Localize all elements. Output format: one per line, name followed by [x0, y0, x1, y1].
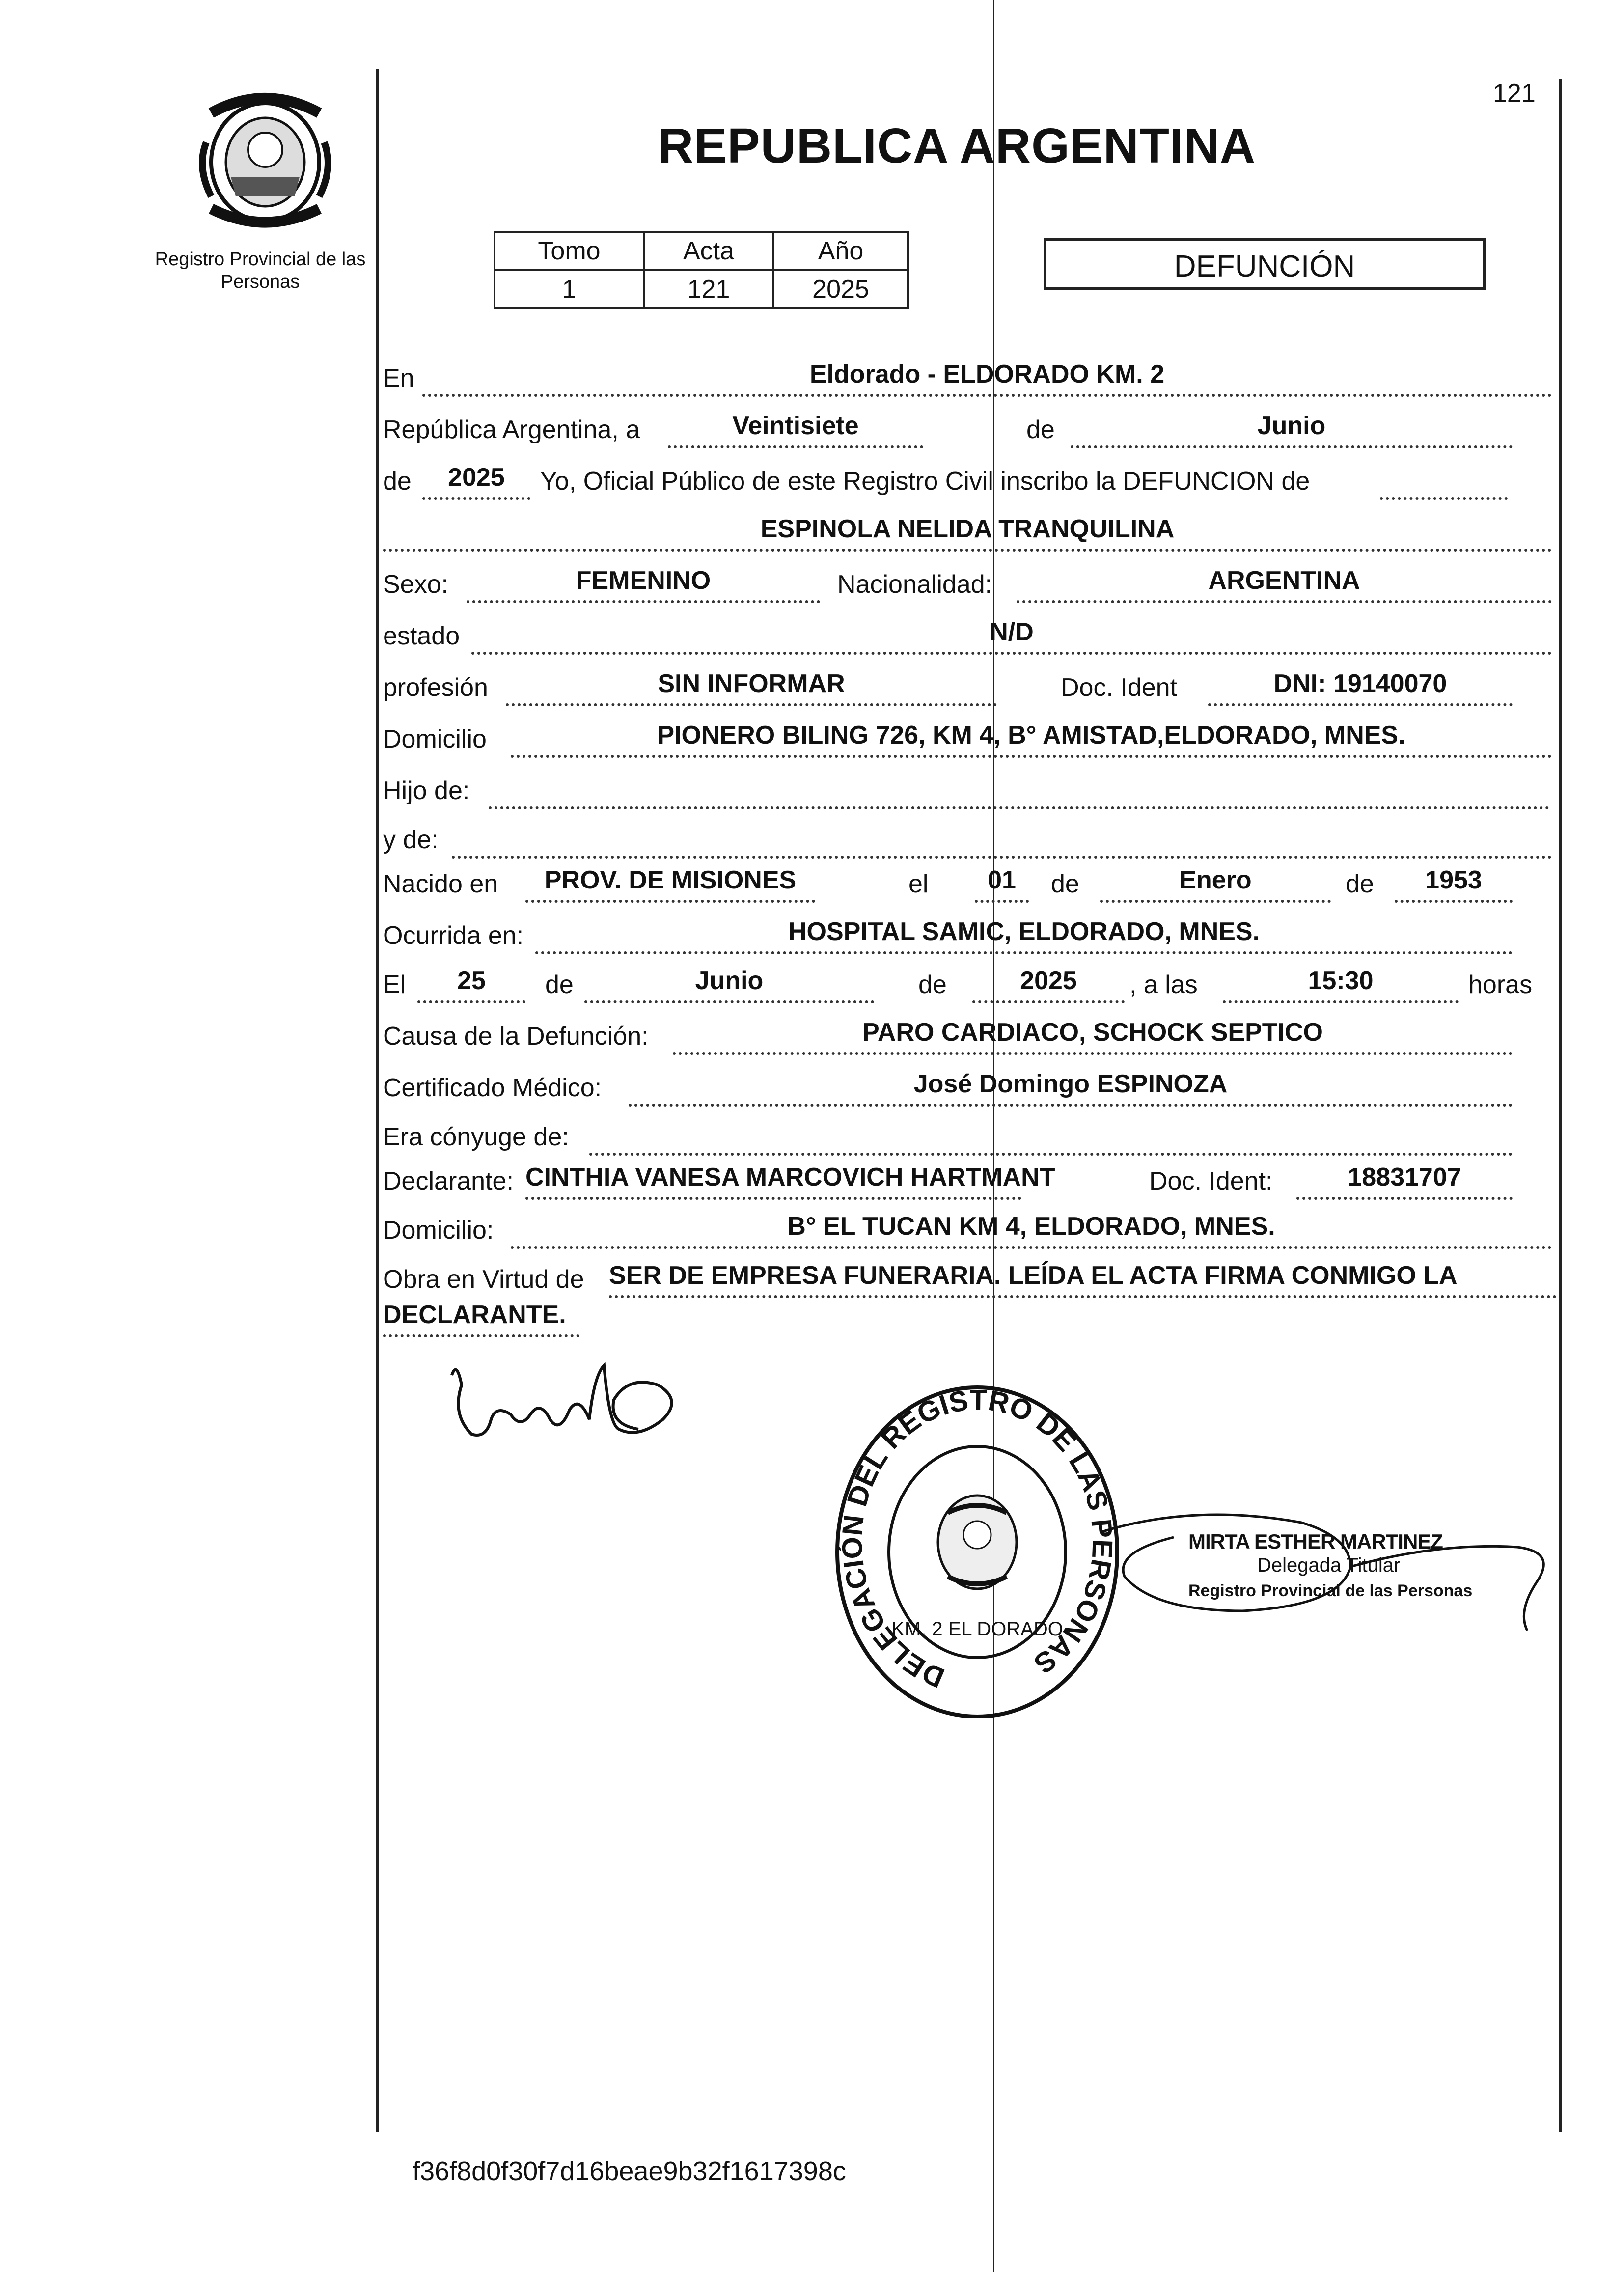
death-day-field: 25 [417, 966, 525, 1003]
inscribo-blank [1380, 463, 1508, 500]
ocurrida-label: Ocurrida en: [383, 921, 524, 950]
nacionalidad-label: Nacionalidad: [837, 570, 992, 599]
row-profesion [383, 669, 1562, 712]
profesion-label: profesión [383, 673, 488, 702]
sexo-label: Sexo: [383, 570, 448, 599]
conyuge-field [589, 1118, 1513, 1156]
name-field: ESPINOLA NELIDA TRANQUILINA [383, 514, 1552, 552]
yde-field [452, 821, 1552, 859]
death-year-field: 2025 [972, 966, 1125, 1003]
domicilio2-label: Domicilio: [383, 1216, 494, 1245]
row-sexo [383, 566, 1562, 609]
conyuge-label: Era cónyuge de: [383, 1123, 569, 1151]
obra-label: Obra en Virtud de [383, 1265, 584, 1294]
official-stamp [830, 1380, 1125, 1724]
row-declarante [383, 1163, 1562, 1206]
domicilio-field: PIONERO BILING 726, KM 4, B° AMISTAD,ELDORADO, MNES. [511, 720, 1552, 758]
domicilio-label: Domicilio [383, 725, 487, 753]
hijo-label: Hijo de: [383, 776, 470, 805]
profesion-field: SIN INFORMAR [506, 669, 997, 706]
row-certificado [383, 1070, 1562, 1112]
en-field: Eldorado - ELDORADO KM. 2 [422, 360, 1552, 397]
row-obra-2 [383, 1301, 1562, 1343]
table-value-tomo: 1 [495, 270, 644, 308]
doc-field: DNI: 19140070 [1208, 669, 1513, 706]
certificado-field: José Domingo ESPINOZA [629, 1069, 1513, 1107]
estado-field: N/D [471, 617, 1552, 655]
stamp-inner-bottom: KM. 2 EL DORADO [891, 1618, 1063, 1640]
inscribo-text: Yo, Oficial Público de este Registro Civil inscribo la DEFUNCION de [540, 467, 1310, 496]
de-label: de [1026, 416, 1055, 444]
el-label: el [908, 870, 929, 898]
nacido-field: PROV. DE MISIONES [525, 865, 815, 903]
alas-label: , a las [1129, 970, 1198, 999]
year-field: 2025 [422, 463, 530, 500]
death-month-field: Junio [584, 966, 874, 1003]
republica-label: República Argentina, a [383, 416, 640, 444]
doc2-field: 18831707 [1296, 1163, 1513, 1200]
left-margin-line [376, 69, 379, 2132]
de2-label: de [383, 467, 412, 496]
row-en [383, 360, 1562, 403]
table-header-acta: Acta [644, 232, 773, 270]
table-header-tomo: Tomo [495, 232, 644, 270]
table-header-ano: Año [773, 232, 908, 270]
row-causa [383, 1018, 1562, 1061]
causa-field: PARO CARDIACO, SCHOCK SEPTICO [673, 1018, 1513, 1055]
declarante-label: Declarante: [383, 1167, 514, 1195]
obra-field-line1: SER DE EMPRESA FUNERARIA. LEÍDA EL ACTA FIRMA CONMIGO LA [609, 1261, 1557, 1298]
en-label: En [383, 364, 414, 392]
province-logo [192, 83, 339, 231]
nacionalidad-field: ARGENTINA [1017, 566, 1552, 603]
document-hash: f36f8d0f30f7d16beae9b32f1617398c [413, 2157, 846, 2186]
hijo-field [489, 772, 1549, 809]
registry-label: Registro Provincial de las Personas [155, 249, 366, 292]
birth-day-field: 01 [975, 865, 1029, 903]
doc2-label: Doc. Ident: [1149, 1167, 1273, 1195]
row-domicilio [383, 721, 1562, 764]
el2-label: El [383, 970, 406, 999]
yde-label: y de: [383, 826, 439, 854]
declarant-signature [442, 1356, 697, 1464]
de4-label: de [1346, 870, 1374, 898]
volume-table [494, 231, 909, 309]
row-date [383, 412, 1562, 454]
birth-month-field: Enero [1100, 865, 1331, 903]
day-field: Veintisiete [668, 411, 923, 448]
page-number: 121 [1493, 79, 1536, 108]
obra-field-line2: DECLARANTE. [383, 1300, 579, 1337]
row-yde [383, 825, 1562, 864]
table-value-acta: 121 [644, 270, 773, 308]
official-name: MIRTA ESTHER MARTINEZ [1188, 1530, 1443, 1553]
ocurrida-field: HOSPITAL SAMIC, ELDORADO, MNES. [535, 917, 1513, 954]
de3-label: de [1051, 870, 1079, 898]
document-type-box: DEFUNCIÓN [1044, 238, 1486, 290]
official-org: Registro Provincial de las Personas [1188, 1581, 1473, 1600]
sexo-field: FEMENINO [467, 566, 820, 603]
nacido-label: Nacido en [383, 870, 498, 898]
stamp-ring-text: DELEGACIÓN DEL REGISTRO DE LAS PERSONAS [836, 1384, 1119, 1694]
row-domicilio2 [383, 1212, 1562, 1255]
official-role: Delegada Titular [1257, 1554, 1401, 1576]
horas-label: horas [1468, 970, 1533, 999]
doc-label: Doc. Ident [1061, 673, 1178, 702]
row-ocurrida [383, 917, 1562, 960]
row-conyuge [383, 1122, 1562, 1162]
estado-label: estado [383, 622, 460, 650]
de5-label: de [545, 970, 574, 999]
row-nacido [383, 866, 1562, 909]
row-death-date [383, 967, 1562, 1009]
death-time-field: 15:30 [1223, 966, 1459, 1003]
table-value-ano: 2025 [773, 270, 908, 308]
row-name [383, 515, 1562, 557]
row-inscribo [383, 463, 1562, 506]
certificado-label: Certificado Médico: [383, 1074, 602, 1102]
row-hijo [383, 776, 1562, 815]
month-field: Junio [1071, 411, 1513, 448]
causa-label: Causa de la Defunción: [383, 1022, 649, 1051]
row-obra [383, 1261, 1562, 1304]
row-estado [383, 618, 1562, 661]
declarante-field: CINTHIA VANESA MARCOVICH HARTMANT [525, 1163, 1021, 1200]
page-title: REPUBLICA ARGENTINA [658, 118, 1256, 173]
de6-label: de [918, 970, 947, 999]
domicilio2-field: B° EL TUCAN KM 4, ELDORADO, MNES. [511, 1212, 1552, 1249]
birth-year-field: 1953 [1395, 865, 1513, 903]
